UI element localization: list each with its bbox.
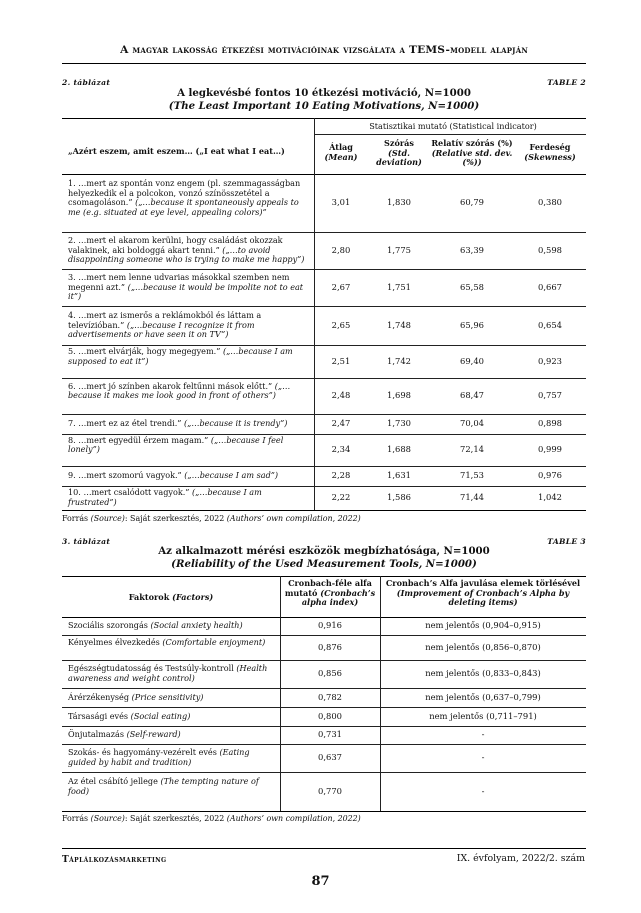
table-row-rule <box>62 635 586 636</box>
col-header-sd <box>368 139 430 168</box>
col-header-hu: Szórás <box>384 138 414 148</box>
cell-sd: 1,698 <box>387 390 411 401</box>
cell-alpha: 0,856 <box>318 668 342 679</box>
row-label-en: („…because it is trendy”) <box>184 418 288 429</box>
row-label-en: („…because I am supposed to eat it”) <box>68 346 293 366</box>
cell-mean: 3,01 <box>331 197 351 208</box>
cell-skew: 0,757 <box>538 390 562 401</box>
row-label-hu: 6. …mert jó színben akarok feltűnni mások előtt.” <box>68 380 275 391</box>
col-header-mean <box>314 143 368 162</box>
table-row-label <box>68 748 274 767</box>
row-label-en: (Social eating) <box>130 710 191 721</box>
cell-alpha: 0,770 <box>318 785 342 796</box>
row-label-hu: Árérzékenység <box>68 691 132 702</box>
group-header-text: Statisztikai mutató (Statistical indicator) <box>369 121 537 131</box>
table3-subtitle: (Reliability of the Used Measurement Tools, N=1000) <box>171 558 477 570</box>
row-label-en: („…because I am frustrated”) <box>68 487 262 507</box>
table2 <box>62 118 586 510</box>
page-number: 87 <box>311 874 330 889</box>
table-row-label <box>68 621 274 631</box>
cell-skew: 0,898 <box>538 418 562 429</box>
cell-mean: 2,34 <box>331 444 351 455</box>
cell-skew: 0,654 <box>538 319 562 330</box>
table-row-label <box>68 419 306 429</box>
table-row-rule <box>62 306 586 307</box>
cell-sd: 1,748 <box>387 319 411 330</box>
table-row-label <box>68 382 306 401</box>
table2-group-header <box>320 122 586 132</box>
header-rule <box>62 63 586 64</box>
row-label-en: („…because it spontaneously appeals to me (e.g. situated at eye level, appealing colors)” <box>68 197 299 217</box>
running-header: A magyar lakosság étkezési motivációinak vizsgálata a TEMS-modell alapján <box>120 44 528 56</box>
table-column-rule <box>314 174 315 510</box>
table-row-label <box>68 347 306 366</box>
table-row-rule <box>62 688 586 689</box>
row-label-en: (Self-reward) <box>126 729 181 740</box>
cell-alpha: 0,731 <box>318 729 342 740</box>
cell-rsd: 70,04 <box>460 418 484 429</box>
table3-col-alpha <box>280 579 380 608</box>
cell-skew: 0,380 <box>538 197 562 208</box>
cell-improvement: - <box>481 729 485 740</box>
col-header-en: (Skewness) <box>524 151 576 162</box>
table-rule <box>62 811 586 812</box>
table-row-label <box>68 311 306 340</box>
table-row-label <box>68 712 274 722</box>
table3 <box>62 576 586 811</box>
table-row-label <box>68 777 274 796</box>
cell-mean: 2,65 <box>331 319 351 330</box>
table-row-rule <box>62 232 586 233</box>
row-label-en: („…to avoid disappointing someone who is trying to make me happy”) <box>68 244 305 265</box>
table-row-label <box>68 693 274 703</box>
cell-mean: 2,47 <box>331 418 351 429</box>
cell-skew: 0,999 <box>538 444 562 455</box>
table3-col-improve <box>380 579 586 608</box>
cell-sd: 1,742 <box>387 355 411 366</box>
table-rule <box>62 617 586 618</box>
cell-improvement: nem jelentős (0,904–0,915) <box>425 620 541 631</box>
cell-alpha: 0,800 <box>318 710 342 721</box>
cell-rsd: 69,40 <box>460 355 484 366</box>
source-label: Forrás <box>62 814 91 823</box>
cell-sd: 1,751 <box>387 281 411 292</box>
cell-improvement: nem jelentős (0,833–0,843) <box>425 668 541 679</box>
table-row-rule <box>62 378 586 379</box>
table-row-rule <box>62 744 586 745</box>
row-label-hu: 4. …mert az ismerős a reklámokból és láttam a televízióban.” <box>68 310 262 330</box>
table3-col-factors <box>62 593 280 603</box>
col-header-en: (Relative std. dev. (%)) <box>431 147 513 168</box>
row-label-en: („…because it would be impolite not to eat it”) <box>68 281 304 302</box>
table-rule <box>314 134 586 135</box>
cell-rsd: 63,39 <box>460 244 484 255</box>
table-row-label <box>68 236 306 265</box>
source-label-en: (Source) <box>90 814 125 823</box>
cell-alpha: 0,782 <box>318 691 342 702</box>
col-header-rsd <box>430 139 514 168</box>
table-row-label <box>68 179 306 217</box>
footer-issue: IX. évfolyam, 2022/2. szám <box>456 853 585 864</box>
table-rule <box>62 174 586 175</box>
cell-skew: 0,976 <box>538 470 562 481</box>
cell-sd: 1,631 <box>387 470 411 481</box>
row-label-en: (Comfortable enjoyment) <box>162 636 266 647</box>
table-row-rule <box>62 660 586 661</box>
table-rule <box>62 118 586 119</box>
col-header-en: (Improvement of Cronbach’s Alpha by deleting items) <box>396 587 570 608</box>
col-header-hu: Ferdeség <box>529 142 571 152</box>
row-label-en: (Price sensitivity) <box>131 691 204 702</box>
cell-sd: 1,730 <box>387 418 411 429</box>
col-header-hu: Relatív szórás (%) <box>431 138 513 148</box>
table2-label-en: TABLE 2 <box>547 78 586 87</box>
row-label-hu: 9. …mert szomorú vagyok.” <box>68 470 185 481</box>
table-row-rule <box>62 466 586 467</box>
row-label-hu: Kényelmes élvezkedés <box>68 636 163 647</box>
cell-mean: 2,22 <box>331 492 351 503</box>
table2-title: A legkevésbé fontos 10 étkezési motiváció, N=1000 <box>177 87 471 99</box>
row-label-hu: Az étel csábító jellege <box>68 776 161 787</box>
row-label-en: (Eating guided by habit and tradition) <box>68 747 250 767</box>
cell-alpha: 0,876 <box>318 641 342 652</box>
cell-skew: 0,667 <box>538 281 562 292</box>
cell-mean: 2,67 <box>331 281 351 292</box>
col-header-en: (Mean) <box>324 151 358 162</box>
cell-improvement: - <box>481 785 485 796</box>
footer-journal: Táplálkozásmarketing <box>62 855 167 865</box>
table-rule <box>62 576 586 577</box>
table-row-rule <box>62 707 586 708</box>
col-header-hu: Faktorok <box>128 592 173 602</box>
table3-source <box>62 814 361 823</box>
cell-rsd: 65,96 <box>460 319 484 330</box>
row-label-hu: 8. …mert egyedül érzem magam.” <box>68 434 211 445</box>
table3-label-en: TABLE 3 <box>547 537 586 546</box>
cell-improvement: nem jelentős (0,856–0,870) <box>425 641 541 652</box>
cell-mean: 2,51 <box>331 355 351 366</box>
row-label-en: („…because I am sad”) <box>184 470 279 481</box>
cell-alpha: 0,916 <box>318 620 342 631</box>
col-header-en: (Std. deviation) <box>376 147 422 168</box>
table-row-label <box>68 436 306 455</box>
source-label: Forrás <box>62 514 91 523</box>
table2-subtitle: (The Least Important 10 Eating Motivations, N=1000) <box>168 100 480 112</box>
row-label-hu: 10. …mert csalódott vagyok.” <box>68 487 193 498</box>
table2-row-header: „Azért eszem, amit eszem… („I eat what I eat…) <box>68 146 285 156</box>
table2-label-hu: 2. táblázat <box>62 78 111 87</box>
table-row-rule <box>62 726 586 727</box>
source-text: : Saját szerkesztés, 2022 <box>124 514 227 523</box>
cell-mean: 2,48 <box>331 390 351 401</box>
cell-rsd: 71,44 <box>460 492 484 503</box>
row-label-en: („…because it makes me look good in front of others”) <box>68 380 291 401</box>
row-label-hu: Egészségtudatosság és Testsúly-kontroll <box>68 663 237 674</box>
cell-skew: 1,042 <box>538 492 562 503</box>
table3-label-hu: 3. táblázat <box>62 537 111 546</box>
cell-improvement: nem jelentős (0,711–791) <box>429 710 537 721</box>
cell-improvement: nem jelentős (0,637–0,799) <box>425 691 541 702</box>
table-row-label <box>68 664 274 683</box>
table-row-label <box>68 488 306 507</box>
table2-source <box>62 514 361 523</box>
row-label-hu: 5. …mert elvárják, hogy megegyem.” <box>68 346 223 357</box>
col-header-skew <box>514 143 586 162</box>
row-label-hu: Szokás- és hagyomány-vezérelt evés <box>68 747 220 758</box>
cell-mean: 2,80 <box>331 244 351 255</box>
cell-alpha: 0,637 <box>318 752 342 763</box>
table3-title: Az alkalmazott mérési eszközök megbízhatósága, N=1000 <box>158 545 490 557</box>
col-header-hu: Cronbach-féle alfa mutató <box>284 578 372 598</box>
source-text-en: (Authors’ own compilation, 2022) <box>226 514 361 523</box>
col-header-hu: Cronbach’s Alfa javulása elemek törlésével <box>385 578 581 588</box>
row-label-en: (Health awareness and weight control) <box>68 663 268 683</box>
cell-rsd: 68,47 <box>460 390 484 401</box>
row-label-hu: 3. …mert nem lenne udvarias másokkal szemben nem megenni azt.” <box>68 272 290 292</box>
row-label-en: (The tempting nature of food) <box>68 776 259 796</box>
cell-rsd: 71,53 <box>460 470 484 481</box>
table-row-rule <box>62 269 586 270</box>
cell-rsd: 65,58 <box>460 281 484 292</box>
table-row-rule <box>62 414 586 415</box>
row-label-hu: 2. …mert el akarom kerülni, hogy családást okozzak valakinek, aki boldoggá akart tenni.” <box>68 235 283 255</box>
row-label-en: („…because I recognize it from advertisements or have seen it on TV”) <box>68 319 255 340</box>
cell-sd: 1,688 <box>387 444 411 455</box>
cell-sd: 1,775 <box>387 244 411 255</box>
row-label-hu: 7. …mert ez az étel trendi.” <box>68 418 185 429</box>
row-label-en: (Social anxiety health) <box>150 620 243 631</box>
row-label-hu: 1. …mert az spontán vonz engem (pl. szemmagasságban helyezkedik el a polcokon, vonzó színösszetétel a csomagoláson.” <box>68 178 301 208</box>
table-row-rule <box>62 772 586 773</box>
row-label-hu: Társasági evés <box>68 710 131 721</box>
source-text: : Saját szerkesztés, 2022 <box>124 814 227 823</box>
table-row-label <box>68 471 306 481</box>
row-label-hu: Önjutalmazás <box>68 729 127 740</box>
table-rule <box>62 510 586 511</box>
cell-skew: 0,598 <box>538 244 562 255</box>
cell-rsd: 60,79 <box>460 197 484 208</box>
cell-improvement: - <box>481 752 485 763</box>
cell-skew: 0,923 <box>538 355 562 366</box>
col-header-hu: Átlag <box>329 142 353 152</box>
source-text-en: (Authors’ own compilation, 2022) <box>226 814 361 823</box>
cell-sd: 1,830 <box>387 197 411 208</box>
cell-mean: 2,28 <box>331 470 351 481</box>
row-label-en: („…because I feel lonely”) <box>68 434 284 455</box>
cell-sd: 1,586 <box>387 492 411 503</box>
col-header-en: (Factors) <box>172 592 214 602</box>
table-row-label <box>68 273 306 302</box>
table-row-label <box>68 730 274 740</box>
cell-rsd: 72,14 <box>460 444 484 455</box>
row-label-hu: Szociális szorongás <box>68 620 151 631</box>
source-label-en: (Source) <box>90 514 125 523</box>
table-row-label <box>68 638 274 648</box>
col-header-en: (Cronbach’s alpha index) <box>301 587 376 608</box>
footer-rule <box>62 848 586 849</box>
